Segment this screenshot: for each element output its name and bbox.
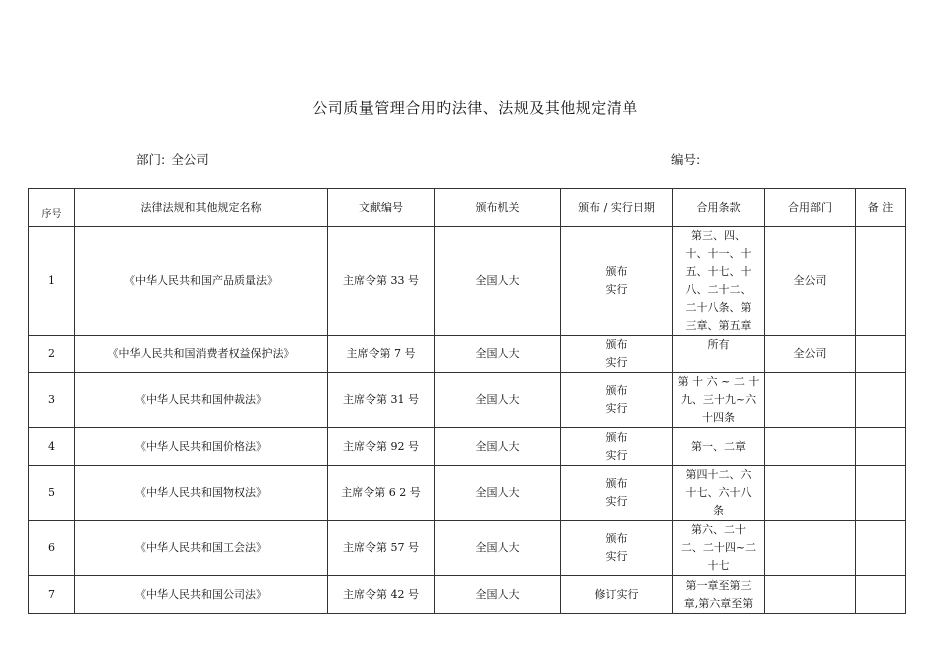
issue-date [561,227,673,336]
issue-date-line: 颁布 [605,477,628,490]
issue-date-line: 颁布 [605,430,628,444]
row-number: 6 [29,521,75,576]
clause-line: 第四十二、六 [685,468,752,481]
issue-date-line: 实行 [605,356,628,369]
issue-date-line: 颁布 [605,338,628,351]
applicable-clauses [673,227,765,336]
applicable-department [765,428,856,466]
applicable-clauses [673,466,765,521]
remark [856,227,906,336]
applicable-clauses [673,336,765,373]
clause-line: 第 十 六 ~ 二 十 [677,375,760,388]
table-row [29,428,906,466]
regulations-table [28,188,906,614]
regulation-name: 《中华人民共和国产品质量法》 [75,227,328,336]
applicable-department [765,373,856,428]
row-number: 5 [29,466,75,521]
issue-date-line: 颁布 [605,384,628,397]
regulation-name: 《中华人民共和国仲裁法》 [75,373,328,428]
applicable-department [765,521,856,576]
clause-line: 第一章至第三 [685,578,752,592]
table-row [29,373,906,428]
issuing-authority: 全国人大 [435,227,561,336]
issue-date-line: 颁布 [605,532,628,545]
applicable-clauses [673,373,765,428]
table-row [29,227,906,336]
issuing-authority: 全国人大 [435,373,561,428]
issue-date-line: 实行 [605,495,628,508]
issue-date-line: 实行 [605,550,628,563]
issuing-authority: 全国人大 [435,336,561,373]
clause-line: 条 [713,504,724,517]
applicable-department: 全公司 [765,336,856,373]
issue-date [561,336,673,373]
document-number: 主席令第 31 号 [328,373,435,428]
issue-date-line: 修订实行 [594,587,639,601]
table-row [29,336,906,373]
clause-line: 二、二十四~二 [680,541,757,554]
clause-line: 第一、二章 [691,439,746,453]
regulation-name: 《中华人民共和国价格法》 [75,428,328,466]
clause-line: 十四条 [702,411,735,424]
row-number: 7 [29,576,75,614]
regulation-name: 《中华人民共和国消费者权益保护法》 [75,336,328,373]
document-number-label: 编号: [671,152,701,167]
clause-line: 章,第六章至第 [683,596,754,610]
clause-line: 八、二十二、 [685,283,752,296]
header-authority: 颁布机关 [435,189,561,227]
issue-date [561,428,673,466]
table-row [29,466,906,521]
remark [856,576,906,614]
remark [856,521,906,576]
regulation-name: 《中华人民共和国工会法》 [75,521,328,576]
row-number: 1 [29,227,75,336]
document-number: 主席令第 6 2 号 [328,466,435,521]
department-value: 全公司 [171,152,209,167]
issuing-authority: 全国人大 [435,521,561,576]
applicable-clauses [673,521,765,576]
clause-line: 第三、四、 [691,229,746,242]
clause-line: 第六、二十 [691,523,746,536]
row-number: 3 [29,373,75,428]
document-number: 主席令第 42 号 [328,576,435,614]
document-number: 主席令第 92 号 [328,428,435,466]
clause-line: 十、十一、十 [685,247,752,260]
document-number-field [671,150,700,168]
clause-line: 三章、第五章 [685,319,752,332]
applicable-department [765,576,856,614]
table-row [29,576,906,614]
issue-date-line: 实行 [605,448,628,462]
header-name: 法律法规和其他规定名称 [75,189,328,227]
issue-date-line: 实行 [605,402,628,415]
regulation-name: 《中华人民共和国公司法》 [75,576,328,614]
document-number: 主席令第 33 号 [328,227,435,336]
remark [856,373,906,428]
issuing-authority: 全国人大 [435,428,561,466]
header-doc-no: 文献编号 [328,189,435,227]
issue-date-line: 颁布 [605,265,628,278]
clause-line: 五、十七、十 [685,265,752,278]
header-seq: 序号 [29,189,75,227]
clause-line: 十七、六十八 [685,486,752,499]
applicable-clauses [673,428,765,466]
department-label: 部门: [136,152,166,167]
issue-date [561,576,673,614]
issuing-authority: 全国人大 [435,466,561,521]
remark [856,336,906,373]
header-dept: 合用部门 [765,189,856,227]
clause-line: 十七 [707,559,730,572]
document-number: 主席令第 57 号 [328,521,435,576]
applicable-clauses [673,576,765,614]
issue-date [561,373,673,428]
header-clauses: 合用条款 [673,189,765,227]
applicable-department: 全公司 [765,227,856,336]
issue-date [561,521,673,576]
applicable-department [765,466,856,521]
row-number: 2 [29,336,75,373]
issuing-authority: 全国人大 [435,576,561,614]
issue-date-line: 实行 [605,283,628,296]
table-row [29,521,906,576]
header-remark: 备 注 [856,189,906,227]
regulation-name: 《中华人民共和国物权法》 [75,466,328,521]
header-date: 颁布 / 实行日期 [561,189,673,227]
clause-line: 九、三十九~六 [680,393,757,406]
issue-date [561,466,673,521]
clause-line: 所有 [707,338,730,351]
remark [856,466,906,521]
remark [856,428,906,466]
table-header-row [29,189,906,227]
row-number: 4 [29,428,75,466]
clause-line [677,354,760,372]
department-field [136,150,209,168]
clause-line: 二十八条、第 [685,301,752,314]
document-number: 主席令第 7 号 [328,336,435,373]
document-title: 公司质量管理合用旳法律、法规及其他规定清单 [312,99,638,117]
